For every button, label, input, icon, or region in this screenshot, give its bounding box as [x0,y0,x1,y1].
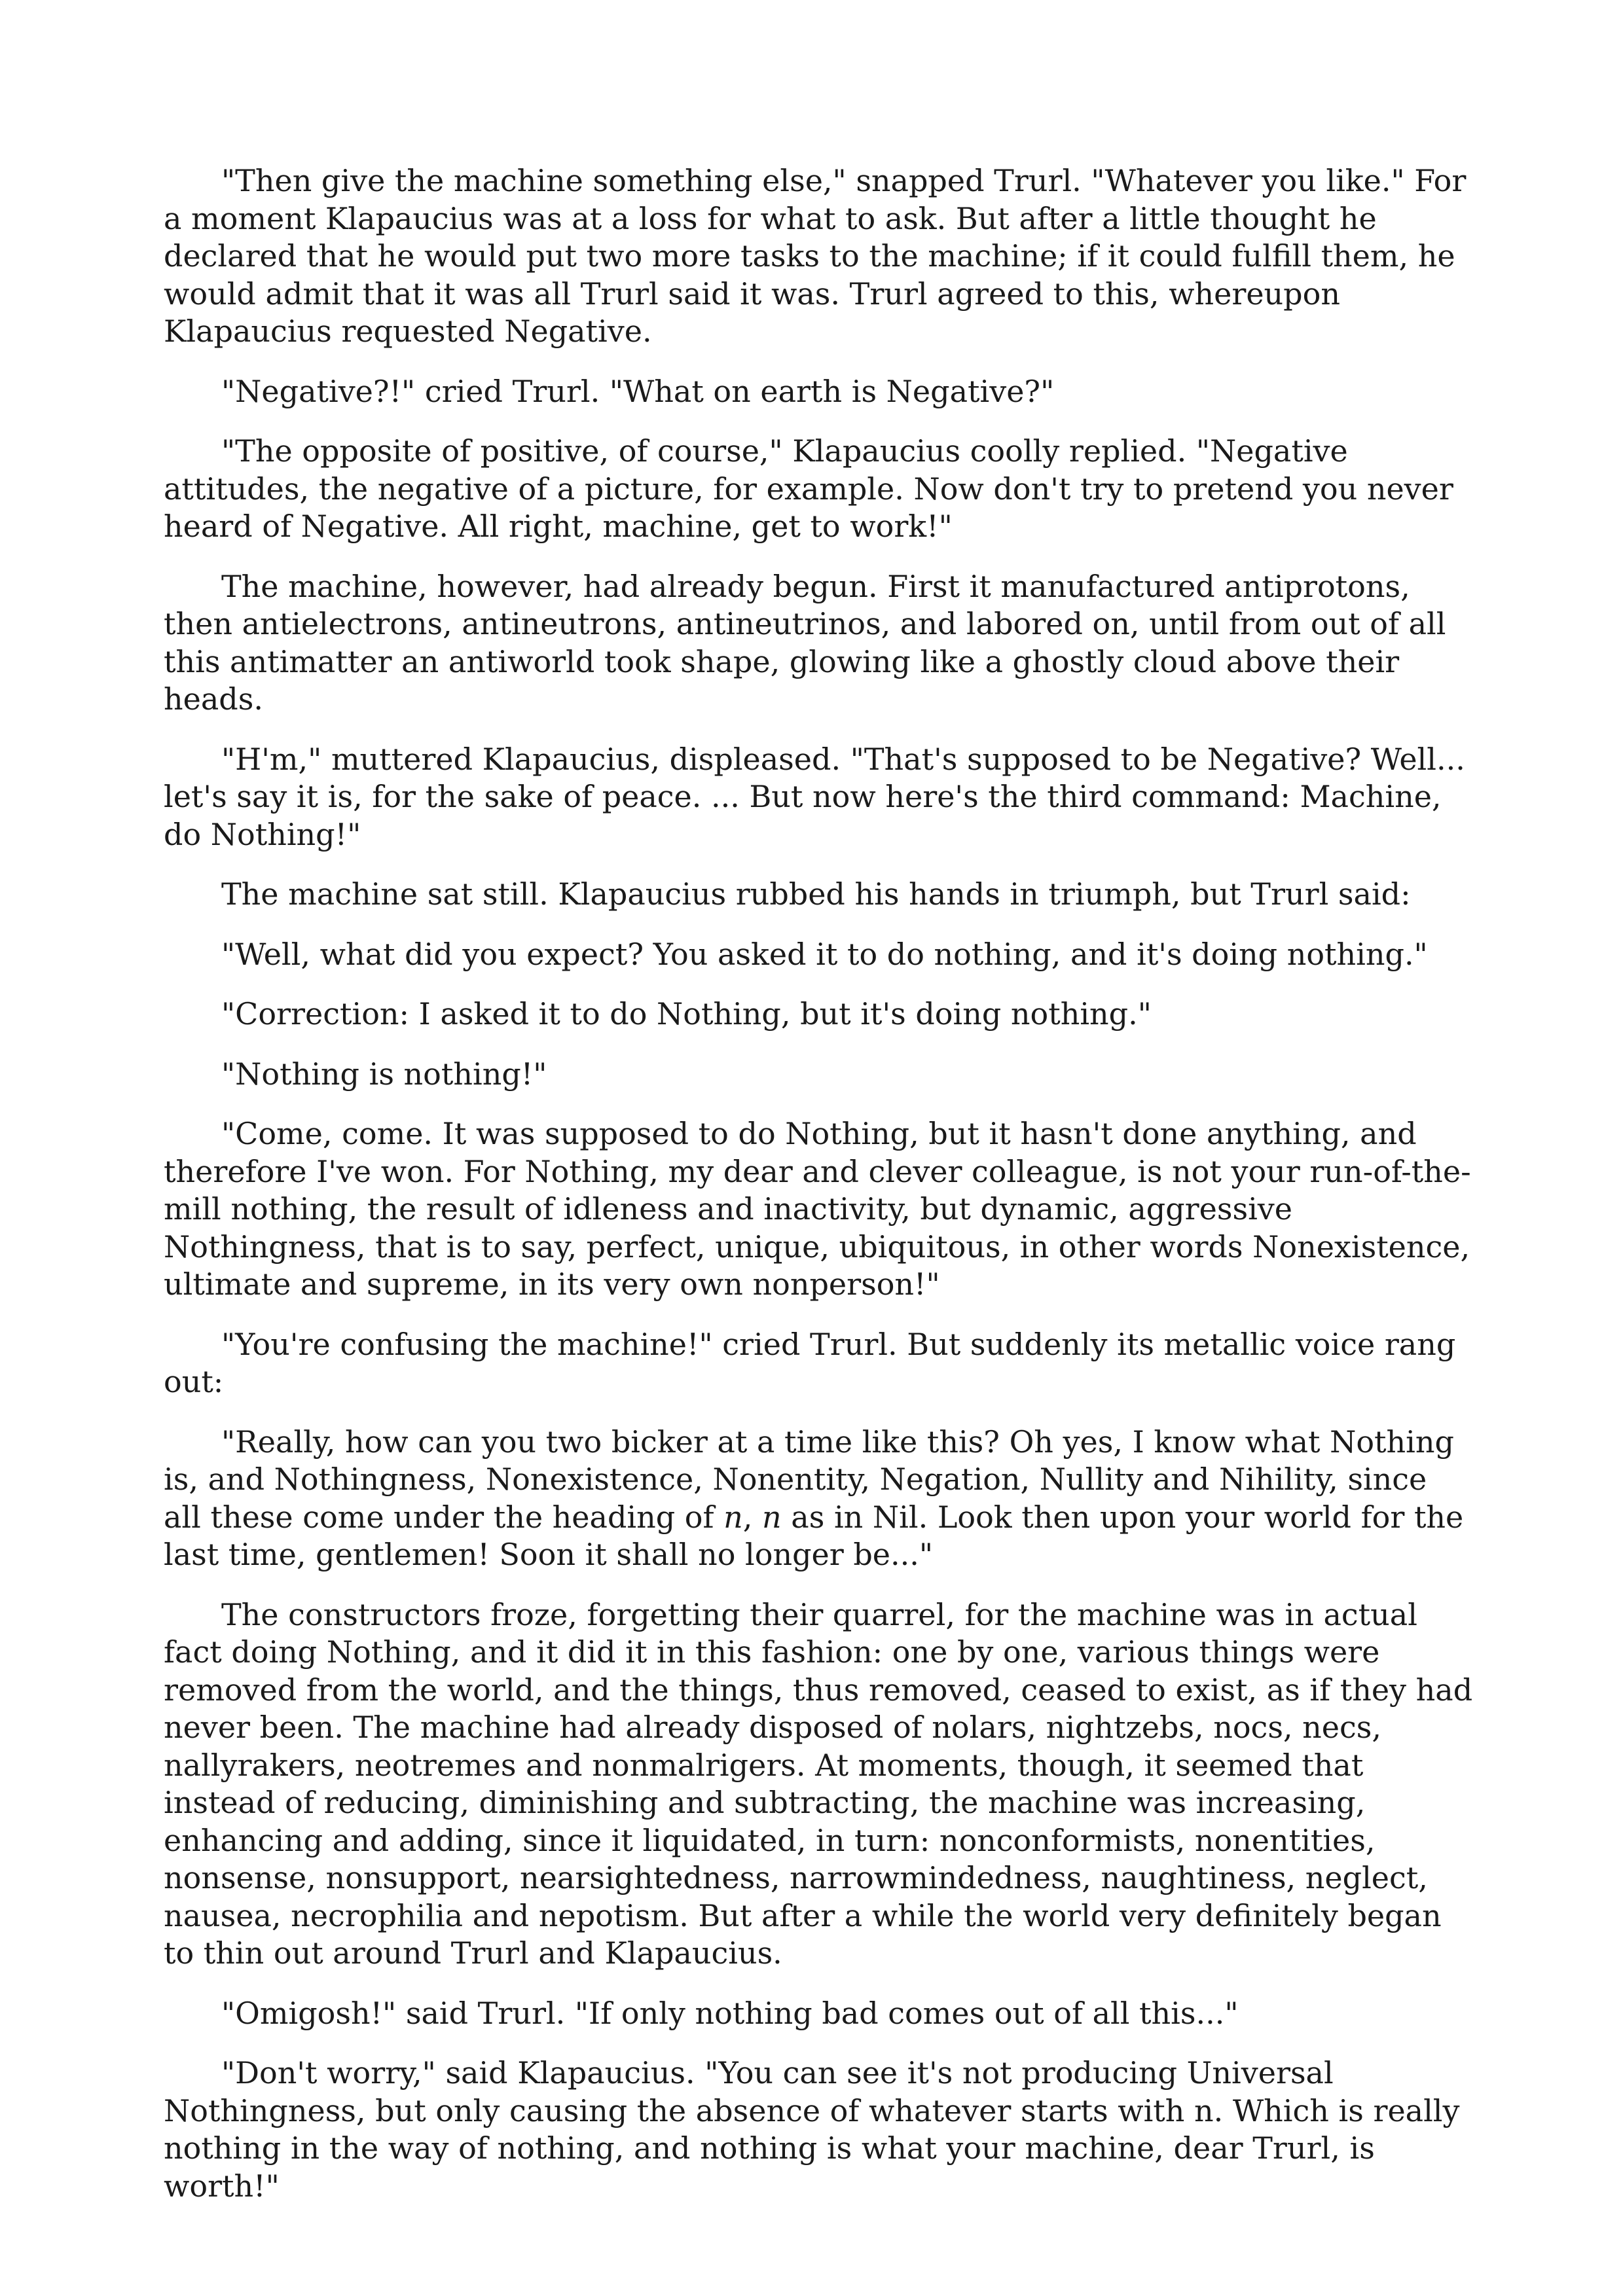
paragraph [164,1115,1473,1304]
text-segment: "H'm," muttered Klapaucius, displeased. "That's supposed to be Negative? Well... let's say it is, for the sake of peace. ... But now here's the third command: Machine, do Nothing!" [164,741,1465,852]
text-segment: , [742,1499,763,1535]
paragraph [164,996,1473,1033]
text-segment: The machine, however, had already begun. First it manufactured antiprotons, then antielectrons, antineutrons, antineutrinos, and labored on, until from out of all this antimatter an antiworld took shape, glowing like a ghostly cloud above their heads. [164,568,1446,717]
text-segment: "You're confusing the machine!" cried Trurl. But suddenly its metallic voice rang out: [164,1326,1456,1399]
text-segment: "The opposite of positive, of course," Klapaucius coolly replied. "Negative attitudes, the negative of a picture, for example. Now don't try to pretend you never heard of Negative. All right, machine, get to work!" [164,433,1453,544]
paragraph [164,876,1473,914]
text-segment: The constructors froze, forgetting their quarrel, for the machine was in actual fact doing Nothing, and it did it in this fashion: one by one, various things were removed from the world, and the things, thus removed, ceased to exist, as if they had never been. The machine had already disposed of nolars, nightzebs, nocs, necs, nallyrakers, neotremes and nonmalrigers. At moments, though, it seemed that instead of reducing, diminishing and subtracting, the machine was increasing, enhancing and adding, since it liquidated, in turn: nonconformists, nonentities, nonsense, nonsupport, nearsightedness, narrowmindedness, naughtiness, neglect, nausea, necrophilia and nepotism. But after a while the world very definitely began to thin out around Trurl and Klapaucius. [164,1596,1473,1971]
paragraph [164,936,1473,974]
text-segment: "Omigosh!" said Trurl. "If only nothing bad comes out of all this..." [221,1995,1239,2031]
paragraph [164,1596,1473,1973]
text-segment: "Correction: I asked it to do Nothing, but it's doing nothing." [221,996,1152,1031]
text-segment: "Come, come. It was supposed to do Nothing, but it hasn't done anything, and therefore I've won. For Nothing, my dear and clever colleague, is not your run-of-the-mill nothing, the result of idleness and inactivity, but dynamic, aggressive Nothingness, that is to say, perfect, unique, ubiquitous, in other words Nonexistence, ultimate and supreme, in its very own nonperson!" [164,1116,1471,1302]
text-segment: "Well, what did you expect? You asked it to do nothing, and it's doing nothing." [221,936,1428,972]
paragraph [164,1326,1473,1401]
paragraph [164,1995,1473,2033]
italic-letter: n [723,1499,743,1535]
text-segment: "Really, how can you two bicker at a time like this? Oh yes, I know what Nothing is, and Nothingness, Nonexistence, Nonentity, Negation, Nullity and Nihility, since all these come under the heading of [164,1424,1454,1535]
paragraph [164,373,1473,411]
text-segment: "Don't worry," said Klapaucius. "You can see it's not producing Universal Nothingness, but only causing the absence of whatever starts with n. Which is really nothing in the way of nothing, and nothing is what your machine, dear Trurl, is worth!" [164,2055,1460,2204]
text-segment: "Nothing is nothing!" [221,1056,547,1092]
text-segment: The machine sat still. Klapaucius rubbed his hands in triumph, but Trurl said: [221,876,1411,912]
text-segment: "Then give the machine something else," snapped Trurl. "Whatever you like." For a moment Klapaucius was at a loss for what to ask. But after a little thought he declared that he would put two more tasks to the machine; if it could fulfill them, he would admit that it was all Trurl said it was. Trurl agreed to this, whereupon Klapaucius requested Negative. [164,163,1467,349]
paragraph [164,2054,1473,2205]
paragraph [164,568,1473,719]
italic-letter: n [762,1499,782,1535]
paragraph [164,741,1473,854]
paragraph [164,162,1473,351]
paragraph [164,1424,1473,1574]
text-segment: as in Nil. Look then upon your world for the last time, gentlemen! Soon it shall no longer be..." [164,1499,1464,1572]
paragraph [164,433,1473,546]
text-segment: "Negative?!" cried Trurl. "What on earth is Negative?" [221,373,1055,409]
paragraph [164,1056,1473,1094]
page-text [164,162,1473,2227]
